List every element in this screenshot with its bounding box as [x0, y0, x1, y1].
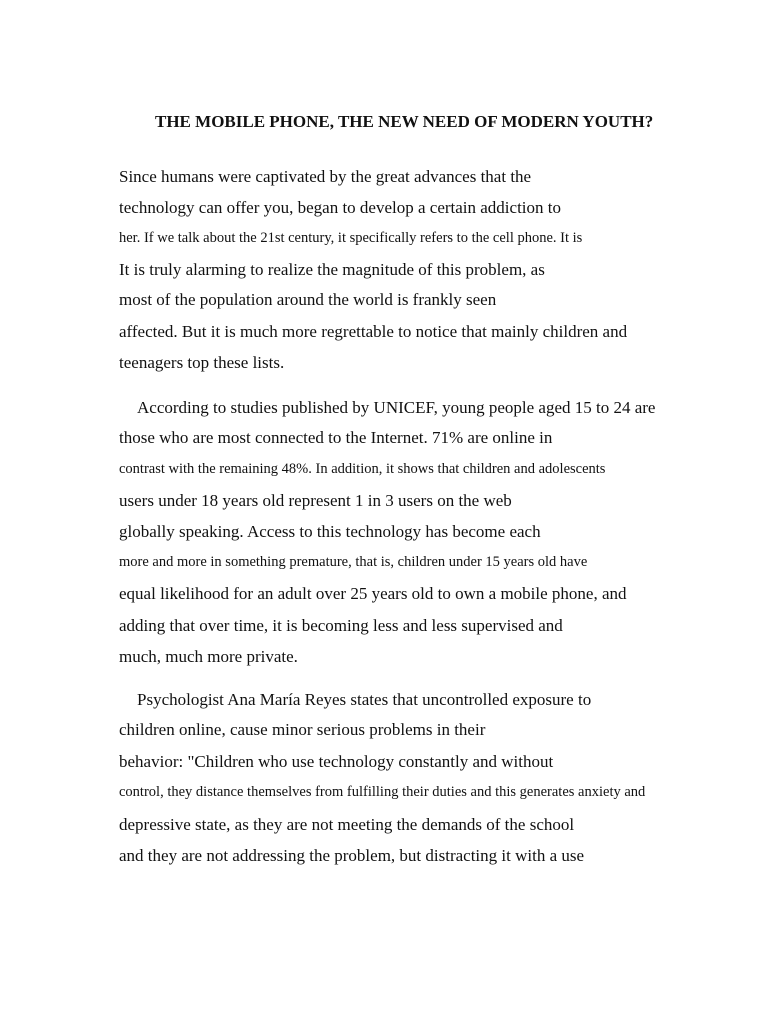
paragraph-line: control, they distance themselves from fulfilling their duties and this generates anxiety and [119, 784, 646, 800]
paragraph-line: and they are not addressing the problem, but distracting it with a use [119, 846, 585, 865]
paragraph-line: contrast with the remaining 48%. In addition, it shows that children and adolescents [119, 461, 606, 477]
paragraph-line: children online, cause minor serious problems in their [119, 720, 486, 739]
paragraph-line: most of the population around the world is frankly seen [119, 290, 497, 309]
paragraph-line: more and more in something premature, that is, children under 15 years old have [119, 554, 588, 570]
paragraph-line: those who are most connected to the Internet. 71% are online in [119, 428, 553, 447]
paragraph-line: Psychologist Ana María Reyes states that uncontrolled exposure to [137, 690, 592, 709]
paragraph-line: It is truly alarming to realize the magnitude of this problem, as [119, 260, 545, 279]
paragraph-line: Since humans were captivated by the great advances that the [119, 167, 532, 186]
paragraph-line: users under 18 years old represent 1 in 3 users on the web [119, 491, 512, 510]
paragraph-line: technology can offer you, began to develop a certain addiction to [119, 198, 561, 217]
paragraph-line: equal likelihood for an adult over 25 years old to own a mobile phone, and [119, 584, 627, 603]
paragraph-line: much, much more private. [119, 647, 298, 666]
paragraph-line: According to studies published by UNICEF, young people aged 15 to 24 are [137, 398, 656, 417]
document-title: THE MOBILE PHONE, THE NEW NEED OF MODERN YOUTH? [155, 112, 654, 131]
paragraph-line: teenagers top these lists. [119, 353, 285, 372]
paragraph-line: affected. But it is much more regrettable to notice that mainly children and [119, 322, 628, 341]
paragraph-line: globally speaking. Access to this technology has become each [119, 522, 541, 541]
paragraph-line: adding that over time, it is becoming less and less supervised and [119, 616, 563, 635]
paragraph-line: behavior: "Children who use technology constantly and without [119, 752, 554, 771]
paragraph-line: depressive state, as they are not meeting the demands of the school [119, 815, 575, 834]
paragraph-line: her. If we talk about the 21st century, it specifically refers to the cell phone. It is [119, 230, 583, 246]
